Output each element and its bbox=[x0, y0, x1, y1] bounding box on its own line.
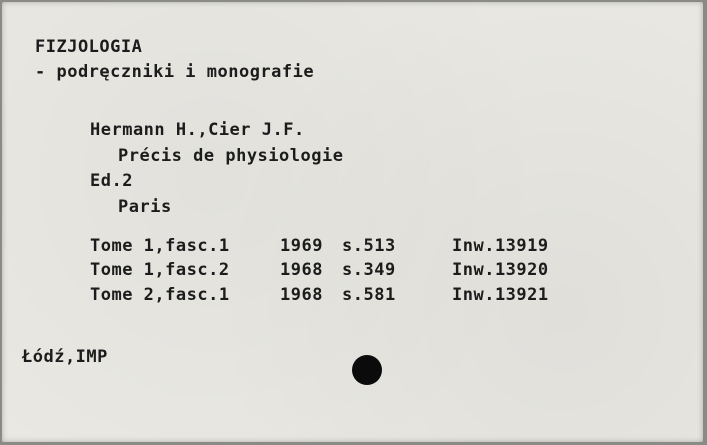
volume-pages: s.581 bbox=[342, 285, 396, 305]
volume-label: Tome 2,fasc.1 bbox=[90, 285, 230, 305]
volume-inventory: Inw.13921 bbox=[452, 285, 549, 305]
volume-pages: s.349 bbox=[342, 260, 396, 280]
subcategory-heading: - podręczniki i monografie bbox=[35, 62, 315, 82]
volume-inventory: Inw.13920 bbox=[452, 260, 549, 280]
punch-hole bbox=[352, 355, 382, 385]
volume-label: Tome 1,fasc.1 bbox=[90, 236, 230, 256]
library-location: Łódź,IMP bbox=[22, 347, 108, 367]
volume-year: 1969 bbox=[280, 236, 323, 256]
volume-pages: s.513 bbox=[342, 236, 396, 256]
catalog-card bbox=[2, 2, 703, 442]
edition: Ed.2 bbox=[90, 171, 133, 191]
authors: Hermann H.,Cier J.F. bbox=[90, 120, 305, 140]
volume-inventory: Inw.13919 bbox=[452, 236, 549, 256]
volume-year: 1968 bbox=[280, 260, 323, 280]
subject-heading: FIZJOLOGIA bbox=[35, 37, 143, 57]
book-title: Précis de physiologie bbox=[118, 146, 344, 166]
volume-year: 1968 bbox=[280, 285, 323, 305]
publication-place: Paris bbox=[118, 197, 172, 217]
volume-label: Tome 1,fasc.2 bbox=[90, 260, 230, 280]
